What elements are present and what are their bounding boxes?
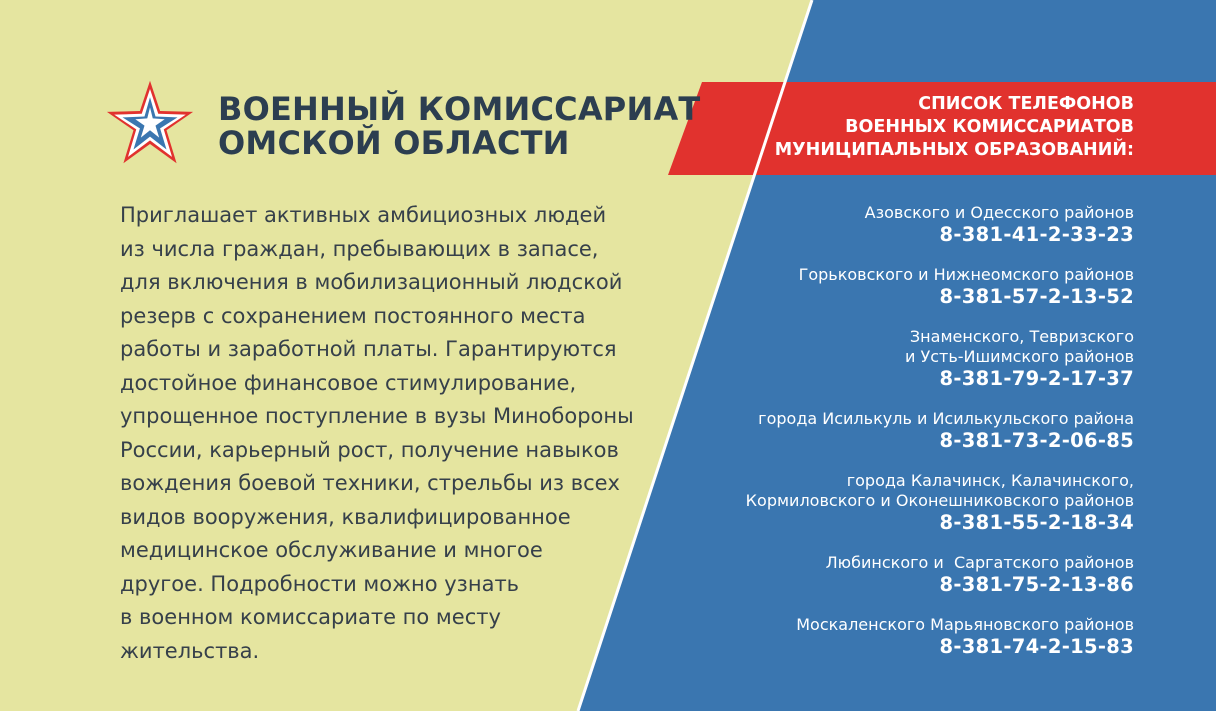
intro-line: видов вооружения, квалифицированное <box>120 504 571 529</box>
contact-area: Любинского и Саргатского районов <box>825 553 1134 572</box>
contact-phone: 8-381-73-2-06-85 <box>939 429 1134 452</box>
intro-text <box>120 199 660 668</box>
contact-area: и Усть-Ишимского районов <box>905 347 1134 366</box>
contact-item <box>614 471 1134 535</box>
title-line: ОМСКОЙ ОБЛАСТИ <box>218 124 570 162</box>
intro-line: в военном комиссариате по месту <box>120 605 501 629</box>
header-line: МУНИЦИПАЛЬНЫХ ОБРАЗОВАНИЙ: <box>774 140 1134 160</box>
contact-item <box>614 203 1134 247</box>
contact-phone: 8-381-79-2-17-37 <box>939 367 1134 390</box>
intro-line: упрощенное поступление в вузы Минобороны <box>120 404 634 428</box>
intro-line: для включения в мобилизационный людской <box>120 270 623 294</box>
contact-area: Знаменского, Тевризского <box>909 327 1134 346</box>
intro-line: Приглашает активных амбициозных людей <box>120 203 607 227</box>
intro-line: медицинское обслуживание и многое <box>120 538 543 562</box>
contact-area: Москаленского Марьяновского районов <box>796 615 1134 634</box>
contact-item <box>614 615 1134 659</box>
contact-phone: 8-381-55-2-18-34 <box>939 511 1134 534</box>
contact-phone: 8-381-75-2-13-86 <box>939 573 1134 596</box>
contact-phone: 8-381-41-2-33-23 <box>939 223 1134 246</box>
contact-item <box>614 409 1134 453</box>
intro-line: России, карьерный рост, получение навыков <box>120 437 619 462</box>
header-line: СПИСОК ТЕЛЕФОНОВ <box>918 94 1134 114</box>
contacts-list <box>614 203 1134 677</box>
contact-area: Горьковского и Нижнеомского районов <box>798 265 1134 284</box>
contact-area: Азовского и Одесского районов <box>864 203 1134 222</box>
page-title <box>218 92 700 160</box>
contact-phone: 8-381-57-2-13-52 <box>939 285 1134 308</box>
contact-item <box>614 265 1134 309</box>
intro-line: вождения боевой техники, стрельбы из всех <box>120 471 620 495</box>
intro-line: работы и заработной платы. Гарантируются <box>120 337 617 361</box>
contact-item <box>614 553 1134 597</box>
contact-area: Кормиловского и Оконешниковского районов <box>745 491 1134 510</box>
contact-item <box>614 327 1134 391</box>
title-line: ВОЕННЫЙ КОМИССАРИАТ <box>218 90 701 128</box>
star-emblem-icon <box>104 78 196 166</box>
contact-area: города Калачинск, Калачинского, <box>846 471 1134 490</box>
contact-area: города Исилькуль и Исилькульского района <box>758 409 1134 428</box>
header-line: ВОЕННЫХ КОМИССАРИАТОВ <box>845 117 1134 137</box>
contacts-header <box>775 93 1134 162</box>
intro-line: из числа граждан, пребывающих в запасе, <box>120 236 599 261</box>
intro-line: жительства. <box>120 638 260 663</box>
intro-line: достойное финансовое стимулирование, <box>120 370 577 395</box>
contact-phone: 8-381-74-2-15-83 <box>939 635 1134 658</box>
intro-line: резерв с сохранением постоянного места <box>120 303 586 328</box>
intro-line: другое. Подробности можно узнать <box>120 571 520 596</box>
